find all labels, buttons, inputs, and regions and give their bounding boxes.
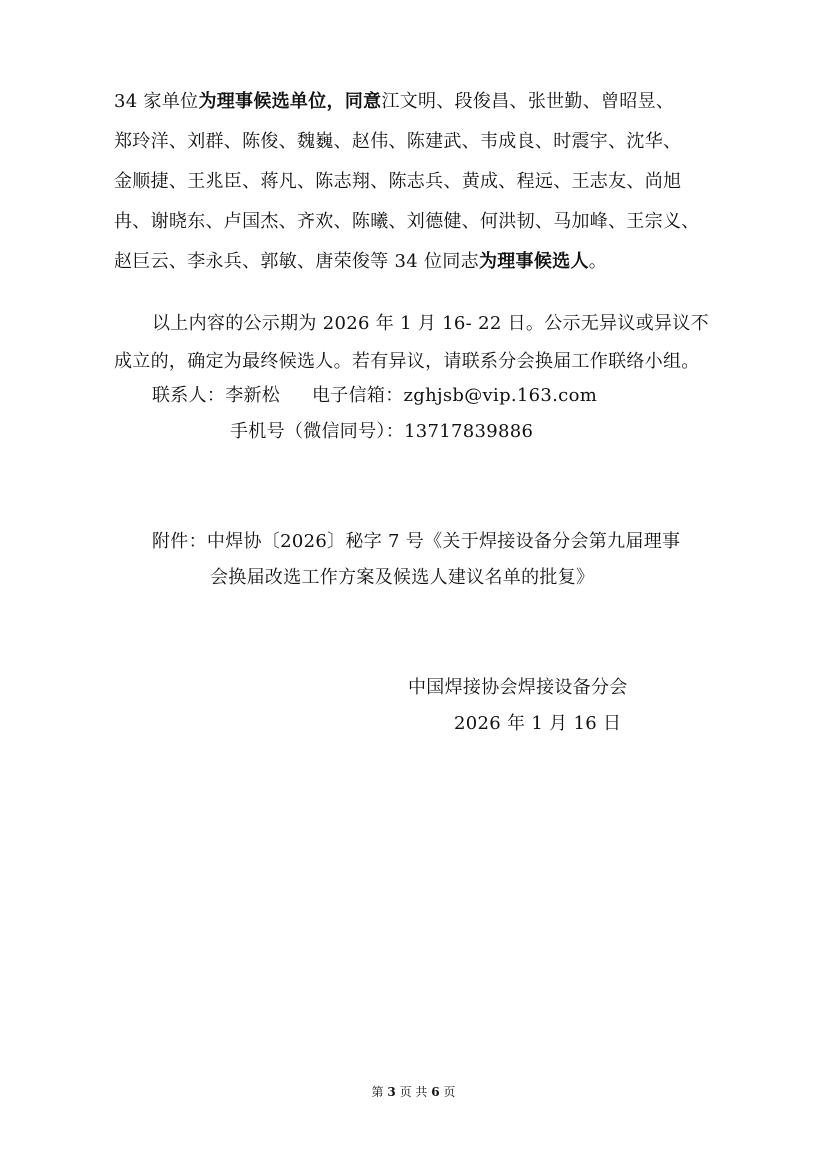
signature-organization: 中国焊接协会焊接设备分会 (408, 677, 628, 698)
notice-line-1: 以上内容的公示期为 2026 年 1 月 16- 22 日。公示无异议或异议不 (152, 313, 709, 334)
signature-date: 2026 年 1 月 16 日 (454, 713, 622, 734)
paragraph-line-2: 郑玲洋、刘群、陈俊、魏巍、赵伟、陈建武、韦成良、时震宇、沈华、 (114, 131, 682, 152)
page-number: 3 (387, 1085, 396, 1099)
page-total: 6 (431, 1085, 440, 1099)
bold-text-segment: 为理事候选单位，同意 (198, 91, 382, 112)
footer-middle: 页 共 (399, 1085, 428, 1099)
text-segment: 34 家单位 (114, 91, 199, 112)
contact-email: 电子信箱：zghjsb@vip.163.com (312, 385, 598, 406)
paragraph-line-1 (114, 90, 674, 114)
paragraph-line-3: 金顺捷、王兆臣、蒋凡、陈志翔、陈志兵、黄成、程远、王志友、尚旭 (114, 171, 682, 192)
notice-line-2: 成立的，确定为最终候选人。若有异议，请联系分会换届工作联络小组。 (114, 351, 700, 372)
contact-person: 联系人：李新松 (152, 385, 281, 406)
footer-suffix: 页 (443, 1085, 456, 1099)
footer-prefix: 第 (371, 1085, 384, 1099)
contact-phone: 手机号（微信同号）：13717839886 (230, 421, 534, 442)
text-segment: 江文明、段俊昌、张世勤、曾昭昱、 (381, 91, 675, 112)
attachment-line-1: 附件：中焊协〔2026〕秘字 7 号《关于焊接设备分会第九届理事 (152, 531, 681, 552)
paragraph-line-5 (114, 250, 607, 274)
bold-text-segment: 为理事候选人 (478, 251, 589, 272)
text-segment: 。 (588, 251, 608, 272)
page-footer (0, 1084, 827, 1100)
paragraph-line-4: 冉、谢晓东、卢国杰、齐欢、陈曦、刘德健、何洪韧、马加峰、王宗义、 (114, 211, 700, 232)
attachment-line-2: 会换届改选工作方案及候选人建议名单的批复》 (210, 567, 595, 588)
text-segment: 赵巨云、李永兵、郭敏、唐荣俊等 34 位同志 (114, 251, 479, 272)
